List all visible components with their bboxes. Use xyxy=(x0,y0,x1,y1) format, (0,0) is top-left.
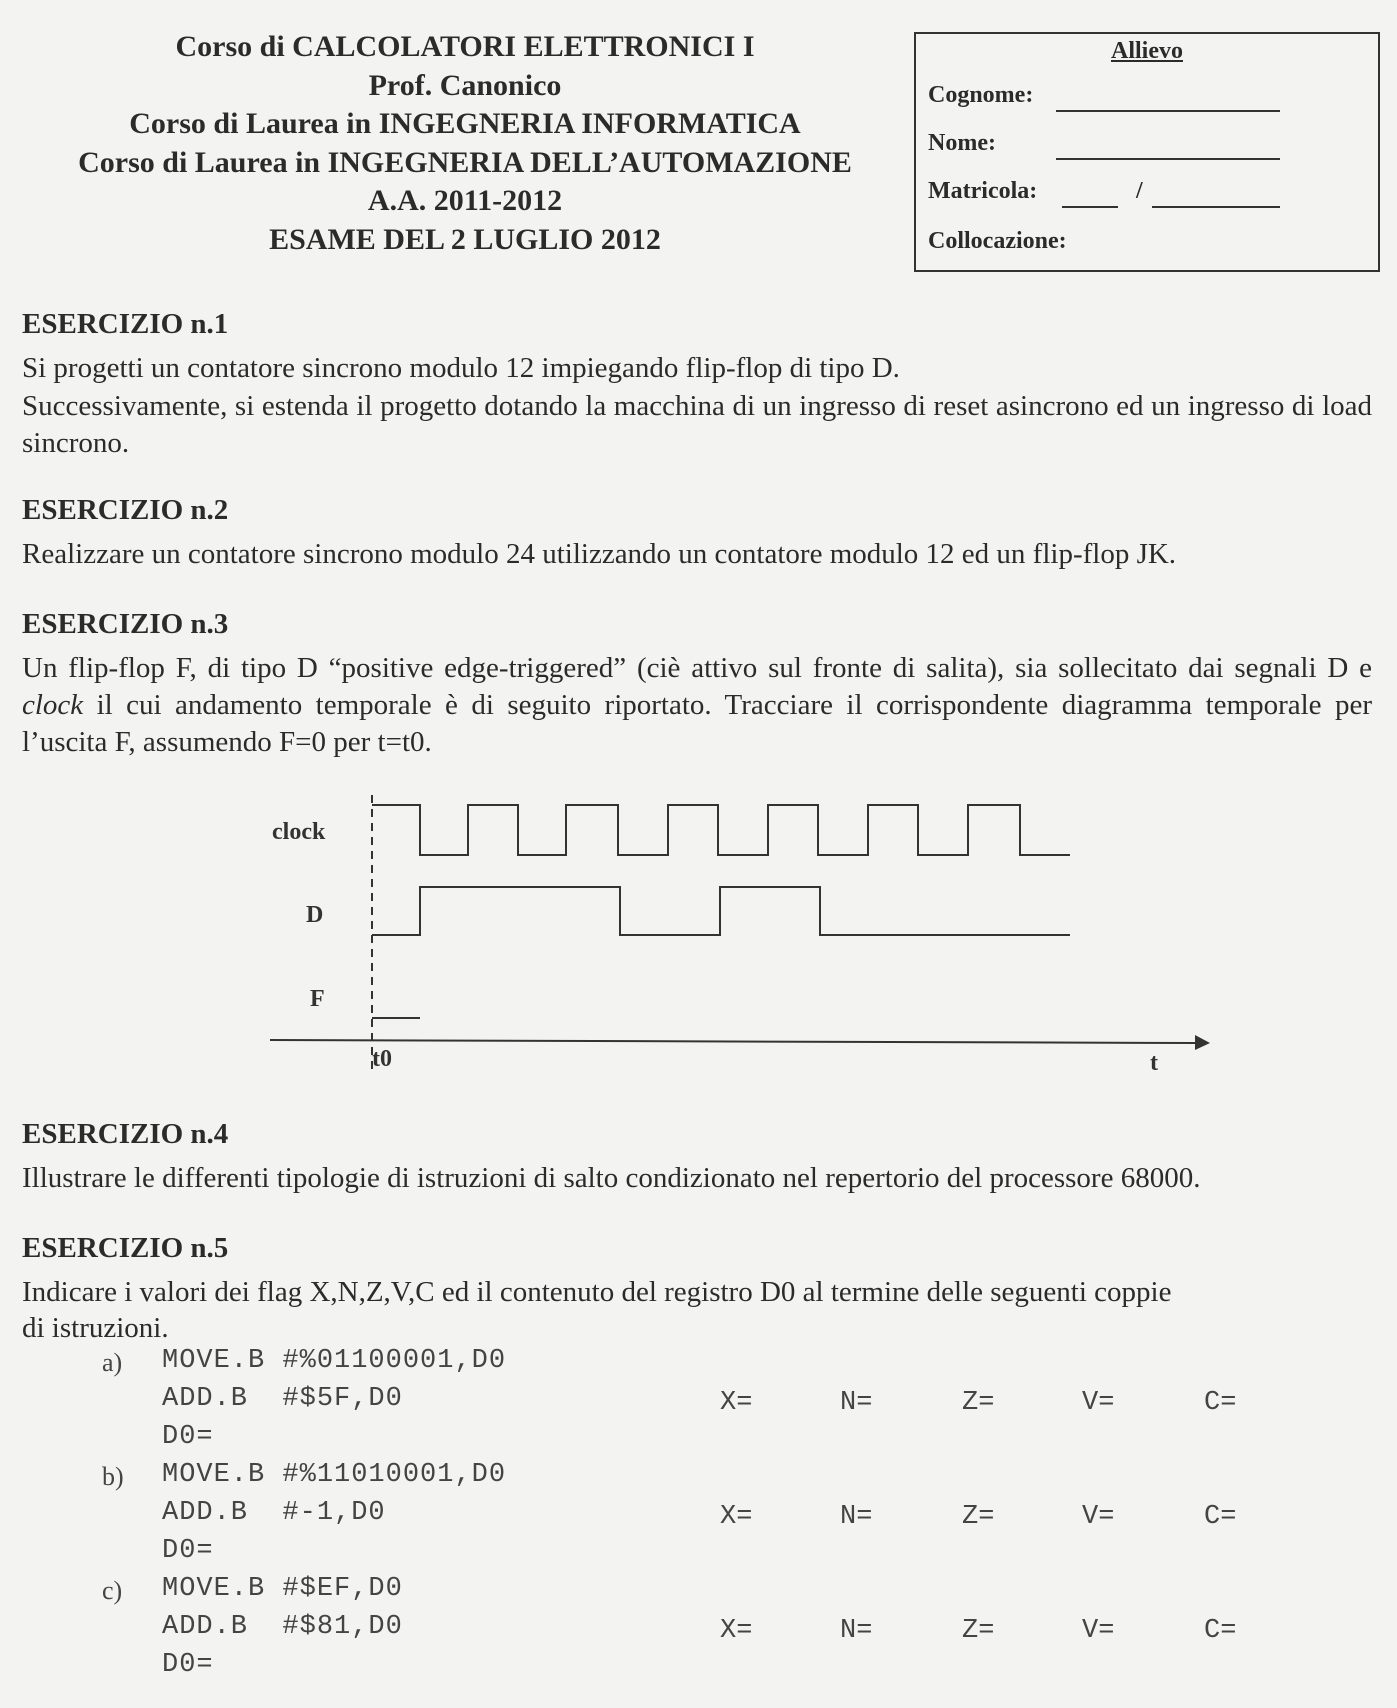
name-field[interactable] xyxy=(1056,158,1280,160)
exercise-1-text-2: Successivamente, si estenda il progetto dotando la macchina di un ingresso di reset asincrono ed un ingresso di load sincrono. xyxy=(22,390,1372,459)
t-label: t xyxy=(1150,1050,1158,1076)
exercise-5-title: ESERCIZIO n.5 xyxy=(22,1232,229,1264)
item-c-flag-x: X= xyxy=(720,1616,753,1646)
clock-label: clock xyxy=(272,819,326,845)
exercise-3-title: ESERCIZIO n.3 xyxy=(22,608,229,640)
matricola-separator: / xyxy=(1136,178,1143,204)
exercise-5-text-2: di istruzioni. xyxy=(22,1312,169,1344)
student-box-title: Allievo xyxy=(1111,38,1183,64)
item-a-flag-n: N= xyxy=(840,1388,873,1418)
exercise-2-text: Realizzare un contatore sincrono modulo 24 utilizzando un contatore modulo 12 ed un flip-flop JK. xyxy=(22,538,1177,570)
matricola-label: Matricola: xyxy=(928,178,1038,204)
academic-year: A.A. 2011-2012 xyxy=(367,184,563,217)
exercise-3-text-a: Un flip-flop F, di tipo D “positive edge-triggered” (ciè attivo sul fronte di salita), sia sollecitato dai segnali D e xyxy=(22,652,1372,684)
exercise-3-text-b: il cui andamento temporale è di seguito riportato. Tracciare il corrispondente diagramma temporale per l’uscita F, assumendo F=0 per t=t0. xyxy=(22,689,1372,758)
student-info-box xyxy=(914,32,1380,272)
exercise-3-text xyxy=(22,650,1372,761)
item-b-flag-n: N= xyxy=(840,1502,873,1532)
item-a-flag-z: Z= xyxy=(962,1388,995,1418)
exercise-4-title: ESERCIZIO n.4 xyxy=(22,1118,229,1150)
degree-course-1: Corso di Laurea in INGEGNERIA INFORMATICA xyxy=(129,107,801,140)
name-label: Nome: xyxy=(928,130,996,156)
item-c-flag-z: Z= xyxy=(962,1616,995,1646)
item-b-label: b) xyxy=(102,1462,124,1491)
exercise-4-text: Illustrare le differenti tipologie di istruzioni di salto condizionato nel repertorio del processore 68000. xyxy=(22,1162,1201,1194)
item-c-flag-v: V= xyxy=(1082,1616,1115,1646)
exercise-1-text-1: Si progetti un contatore sincrono modulo 12 impiegando flip-flop di tipo D. xyxy=(22,352,900,384)
item-a-d0: D0= xyxy=(162,1422,214,1452)
item-b-flag-z: Z= xyxy=(962,1502,995,1532)
professor: Prof. Canonico xyxy=(368,68,562,102)
item-a-label: a) xyxy=(102,1348,123,1377)
item-b-flag-c: C= xyxy=(1204,1502,1237,1532)
d-label: D xyxy=(306,902,324,928)
time-axis xyxy=(270,1040,1195,1043)
item-b-flag-x: X= xyxy=(720,1502,753,1532)
timing-diagram xyxy=(260,785,1220,1085)
t0-label: t0 xyxy=(372,1046,392,1072)
item-b-d0: D0= xyxy=(162,1536,214,1566)
collocazione-label: Collocazione: xyxy=(928,228,1067,254)
exercise-1-title: ESERCIZIO n.1 xyxy=(22,308,229,340)
time-axis-arrow xyxy=(1195,1035,1210,1050)
d-waveform xyxy=(372,887,1070,935)
matricola-field-1[interactable] xyxy=(1062,206,1118,208)
clock-waveform xyxy=(372,805,1070,855)
item-c-add: ADD.B #$81,D0 xyxy=(162,1612,403,1642)
item-c-label: c) xyxy=(102,1576,123,1605)
item-c-flag-n: N= xyxy=(840,1616,873,1646)
item-c-flag-c: C= xyxy=(1204,1616,1237,1646)
item-b-move: MOVE.B #%11010001,D0 xyxy=(162,1460,507,1490)
item-a-flag-c: C= xyxy=(1204,1388,1237,1418)
matricola-field-2[interactable] xyxy=(1152,206,1280,208)
f-label: F xyxy=(310,986,325,1012)
exercise-3-clock-word: clock xyxy=(22,689,84,721)
item-a-add: ADD.B #$5F,D0 xyxy=(162,1384,403,1414)
item-a-move: MOVE.B #%01100001,D0 xyxy=(162,1346,507,1376)
item-b-add: ADD.B #-1,D0 xyxy=(162,1498,386,1528)
exercise-2-title: ESERCIZIO n.2 xyxy=(22,494,229,526)
exercise-5-text-1: Indicare i valori dei flag X,N,Z,V,C ed il contenuto del registro D0 al termine delle seguenti coppie xyxy=(22,1276,1172,1308)
exam-header xyxy=(20,28,910,259)
exam-date: ESAME DEL 2 LUGLIO 2012 xyxy=(269,222,661,256)
item-c-d0: D0= xyxy=(162,1650,214,1680)
surname-label: Cognome: xyxy=(928,82,1034,108)
item-c-move: MOVE.B #$EF,D0 xyxy=(162,1574,403,1604)
item-b-flag-v: V= xyxy=(1082,1502,1115,1532)
course-title: Corso di CALCOLATORI ELETTRONICI I xyxy=(175,30,755,63)
degree-course-2: Corso di Laurea in INGEGNERIA DELL’AUTOMAZIONE xyxy=(78,145,852,179)
item-a-flag-x: X= xyxy=(720,1388,753,1418)
surname-field[interactable] xyxy=(1056,110,1280,112)
item-a-flag-v: V= xyxy=(1082,1388,1115,1418)
